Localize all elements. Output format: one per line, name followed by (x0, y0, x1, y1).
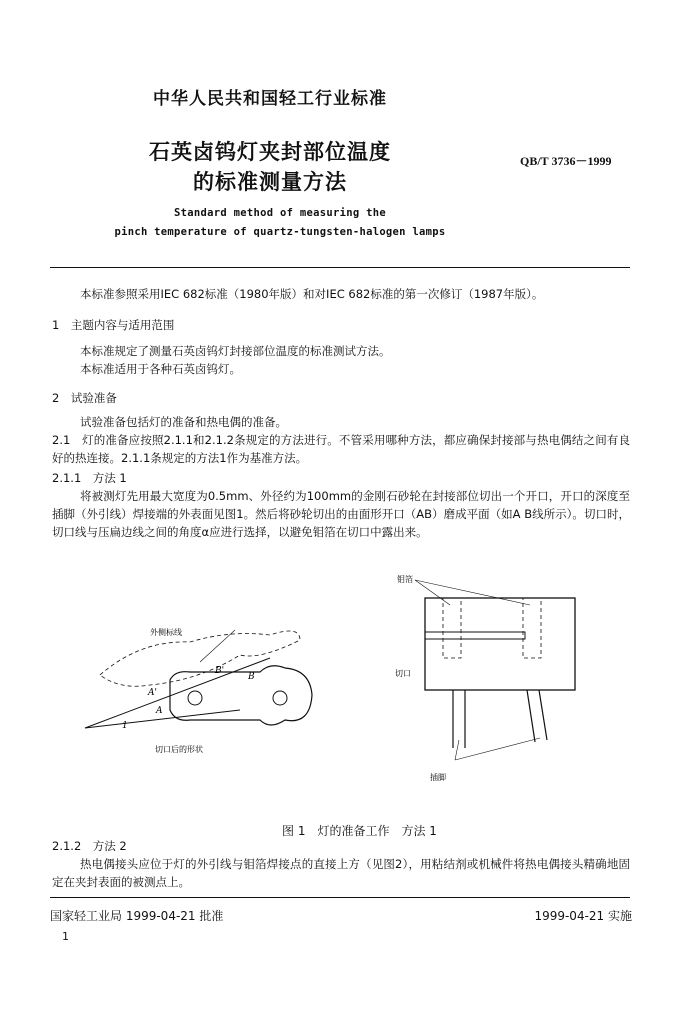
intro-paragraph: 本标准参照采用IEC 682标准（1980年版）和对IEC 682标准的第一次修订（1987年版）。 (80, 287, 544, 301)
standard-title-line1: 石英卤钨灯夹封部位温度 (149, 140, 391, 164)
leader-leads (455, 740, 459, 760)
label-angle: 1 (122, 721, 128, 731)
footer-divider (50, 897, 630, 898)
label-leads: 插脚 (430, 773, 446, 782)
label-leader-top (200, 630, 235, 662)
lead-right-b (539, 690, 547, 740)
english-title-line2: pinch temperature of quartz-tungsten-halogen lamps (114, 226, 446, 238)
lead-circle-left (188, 691, 202, 705)
english-title-line1: Standard method of measuring the (174, 207, 386, 219)
cut-slot (425, 632, 525, 639)
label-foil: 钼箔 (397, 575, 413, 584)
label-outer-line: 外侧标线 (150, 628, 182, 637)
issuing-body: 中华人民共和国轻工行业标准 (153, 89, 387, 109)
label-cut: 切口 (395, 669, 411, 678)
foil-right (523, 598, 541, 658)
label-cut-shape: 切口后的形状 (155, 745, 203, 754)
section-2-1-2-heading: 2.1.2 方法 2 (52, 839, 127, 853)
section-1-heading: 1 主题内容与适用范围 (52, 318, 175, 332)
section-1-para-2: 本标准适用于各种石英卤钨灯。 (80, 362, 241, 376)
header-divider (50, 267, 630, 268)
label-b-prime: B' (215, 666, 225, 676)
lead-right-a (527, 690, 535, 742)
section-2-1-text: 2.1 灯的准备应按照2.1.1和2.1.2条规定的方法进行。不管采用哪种方法，都应确保封接部与热电偶结之间有良好的热连接。2.1.1条规定的方法1作为基准方法。 (52, 433, 630, 465)
section-1-para-1: 本标准规定了测量石英卤钨灯封接部位温度的标准测试方法。 (80, 344, 391, 358)
figure-1-left-diagram (80, 600, 330, 760)
foil-left (443, 598, 461, 658)
leader-leads-2 (455, 738, 540, 760)
figure-1-caption: 图 1 灯的准备工作 方法 1 (282, 824, 437, 838)
standard-number: QB/T 3736－1999 (520, 154, 612, 168)
label-a: A (156, 706, 163, 716)
section-2-heading: 2 试验准备 (52, 391, 117, 405)
effective-date: 1999-04-21 实施 (534, 909, 632, 923)
section-2-para: 试验准备包括灯的准备和热电偶的准备。 (80, 415, 287, 429)
section-2-1-2-text: 热电偶接头应位于灯的外引线与钼箔焊接点的直接上方（见图2），用粘结剂或机械件将热电偶接头精确地固定在夹封表面的被测点上。 (52, 857, 630, 889)
lead-circle-right (273, 691, 287, 705)
section-2-1-1-text: 将被测灯先用最大宽度为0.5mm、外径约为100mm的金刚石砂轮在封接部位切出一个开口，开口的深度至插脚（外引线）焊接端的外表面见图1。然后将砂轮切出的由面形开口（AB）磨成平面（如A B线所示）。切口时，切口线与压扁边线之间的角度α应进行选择，以避免钼箔在切口中露出来。 (52, 489, 630, 539)
outer-profile-dashed (100, 631, 300, 686)
pinch-body (425, 598, 575, 690)
standard-title-line2: 的标准测量方法 (193, 170, 347, 194)
label-b: B (248, 672, 255, 682)
approval-line: 国家轻工业局 1999-04-21 批准 (50, 909, 224, 923)
label-a-prime: A' (148, 688, 157, 698)
page-number: 1 (62, 930, 69, 943)
figure-1-right-diagram (395, 570, 595, 790)
section-2-1-1-heading: 2.1.1 方法 1 (52, 471, 127, 485)
